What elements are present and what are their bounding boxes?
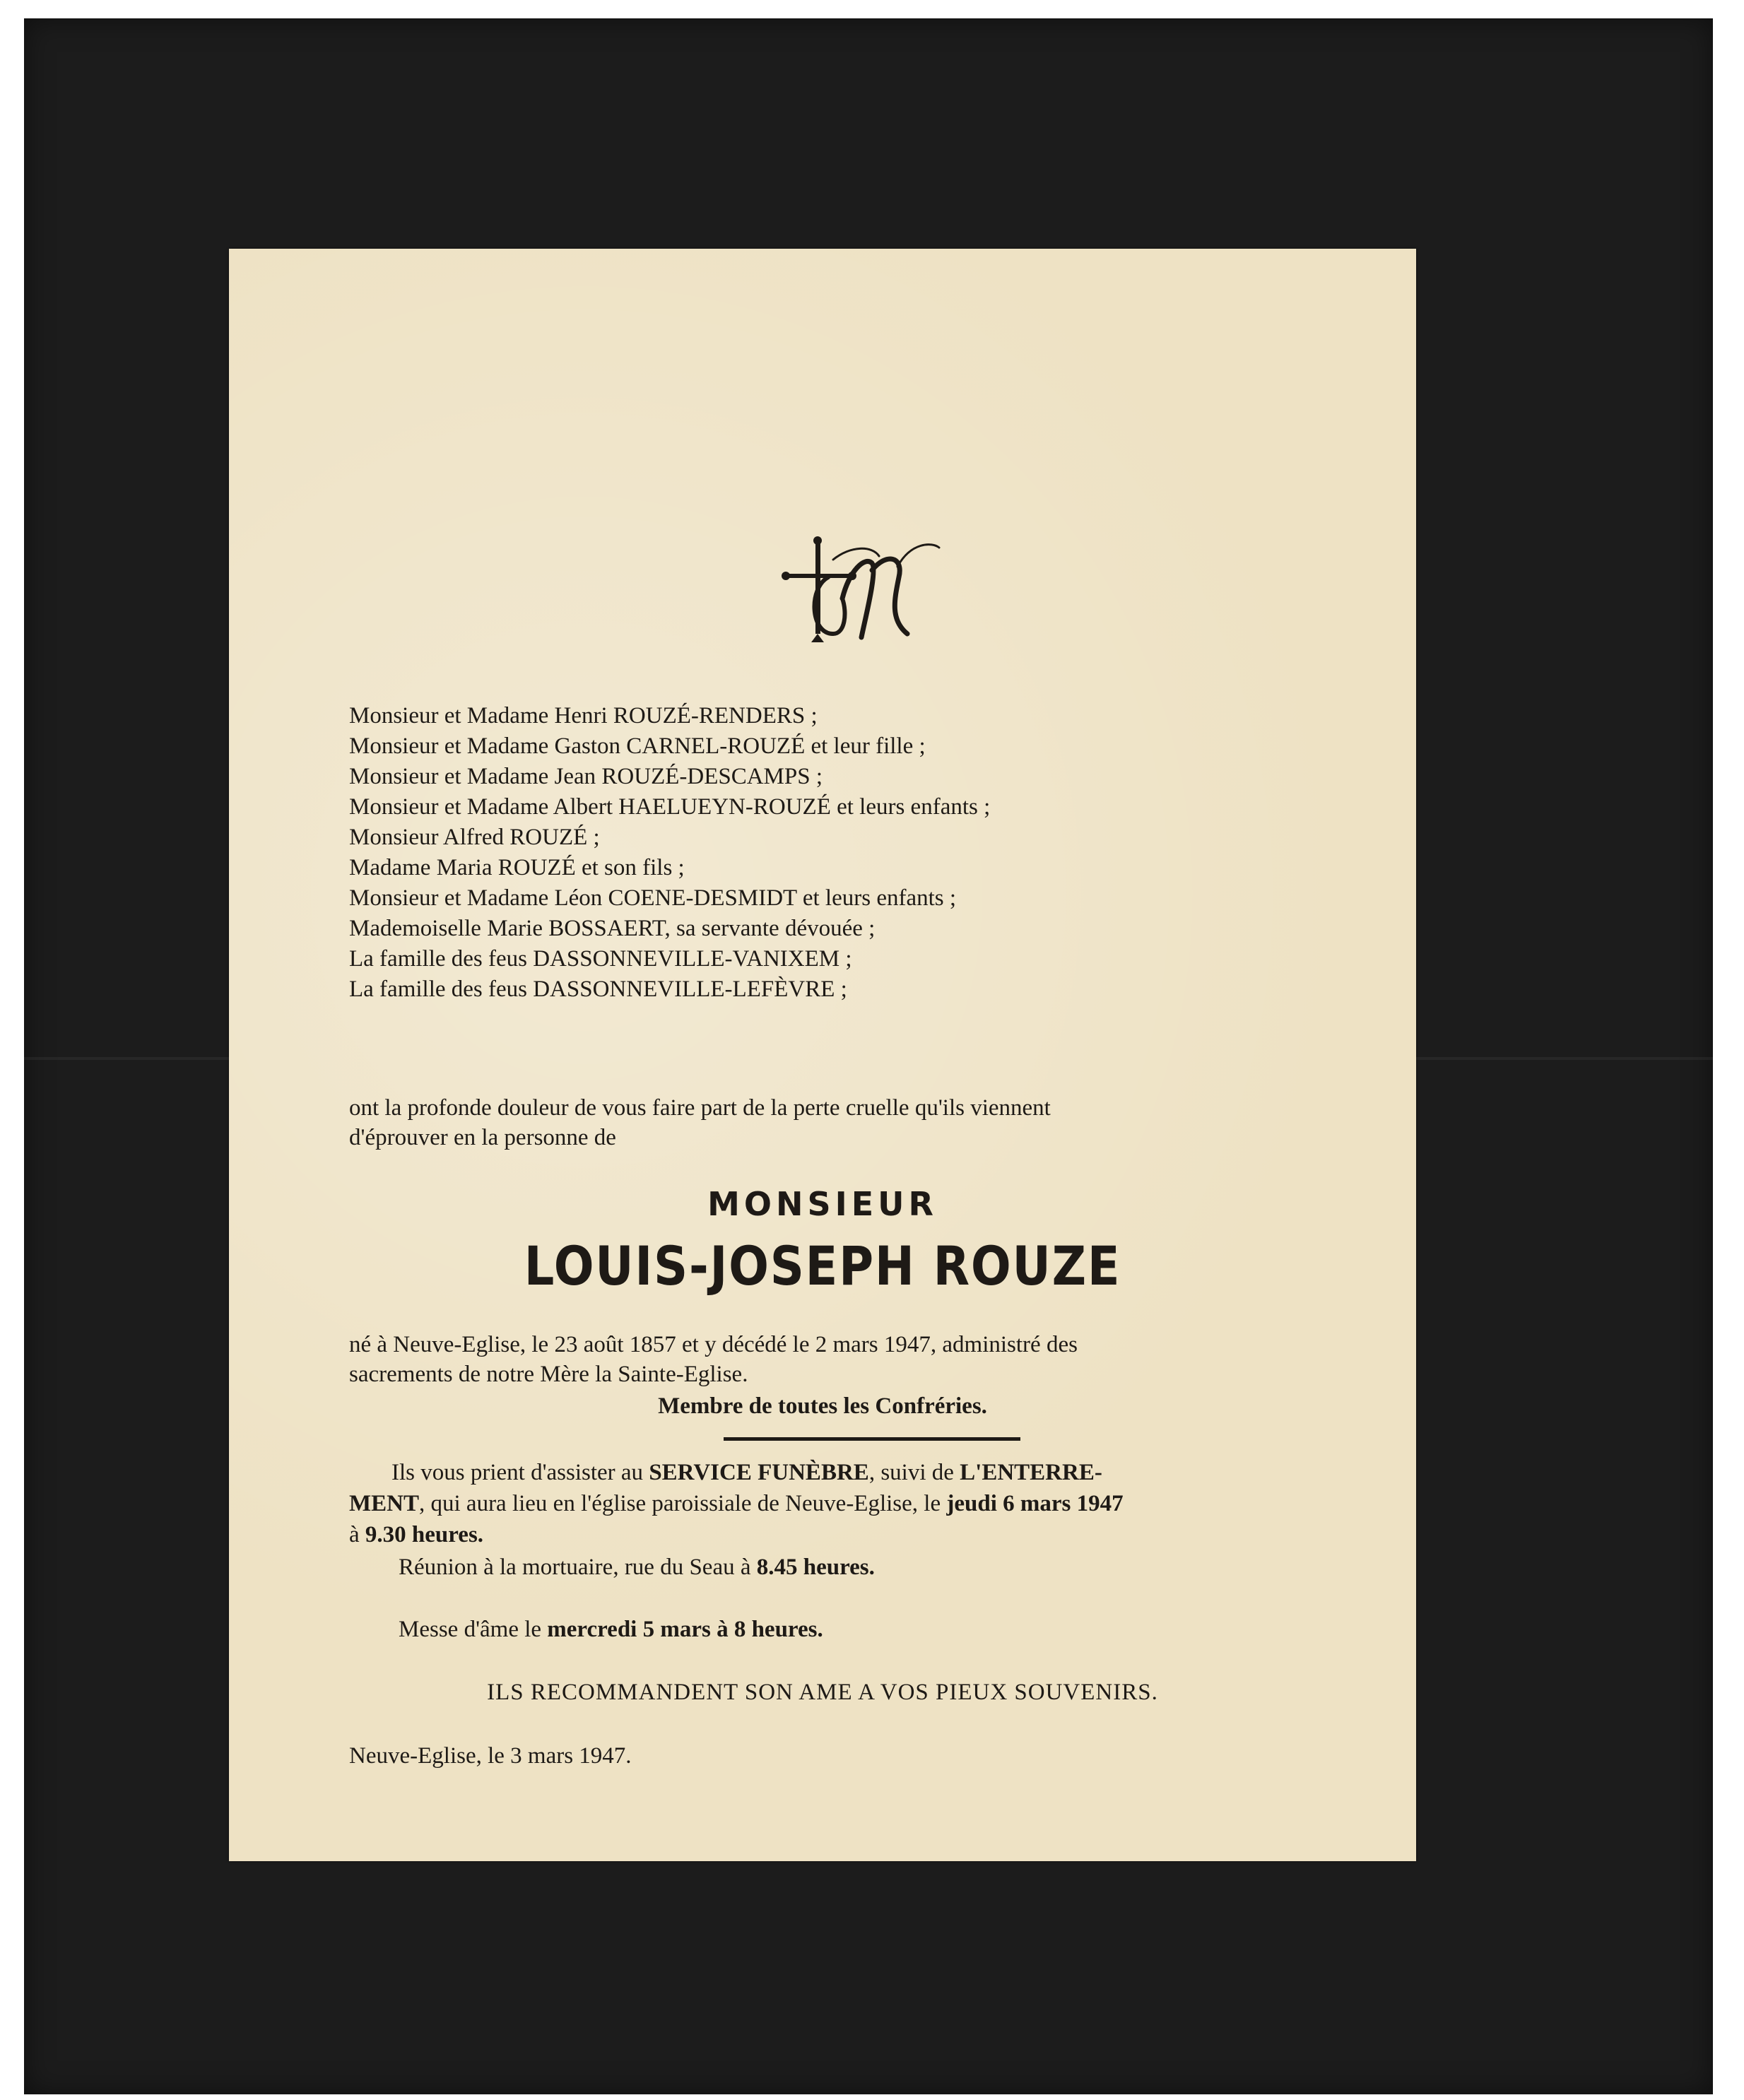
service-emphasis: MENT: [349, 1491, 419, 1516]
family-line: Monsieur et Madame Jean ROUZÉ-DESCAMPS ;: [349, 764, 823, 789]
gathering-info: [399, 1552, 1388, 1582]
details-line: né à Neuve-Eglise, le 23 août 1857 et y décédé le 2 mars 1947, administré des: [349, 1332, 1078, 1357]
mass-text: Messe d'âme le: [399, 1617, 548, 1642]
details-line: sacrements de notre Mère la Sainte-Eglise.: [349, 1362, 748, 1387]
family-line: La famille des feus DASSONNEVILLE-VANIXEM ;: [349, 946, 852, 972]
mourning-card-border: [24, 18, 1713, 2094]
family-line: Monsieur Alfred ROUZÉ ;: [349, 825, 600, 850]
family-line: Mademoiselle Marie BOSSAERT, sa servante dévouée ;: [349, 916, 876, 941]
family-line: La famille des feus DASSONNEVILLE-LEFÈVRE ;: [349, 977, 847, 1002]
gathering-text: Réunion à la mortuaire, rue du Seau à: [399, 1555, 757, 1580]
gathering-time: 8.45 heures.: [756, 1555, 875, 1580]
mass-info: [399, 1615, 1388, 1644]
death-notice-sheet: [229, 249, 1416, 1861]
service-text: Ils vous prient d'assister au: [391, 1460, 649, 1485]
service-line: [349, 1519, 1395, 1550]
service-emphasis: SERVICE FUNÈBRE: [649, 1460, 869, 1485]
divider-rule: [724, 1437, 1020, 1441]
mass-time: mercredi 5 mars à 8 heures.: [547, 1617, 823, 1642]
funeral-service-text: [349, 1457, 1395, 1550]
service-text: , suivi de: [868, 1460, 960, 1485]
announcement-text: [349, 1093, 1395, 1152]
service-time: 9.30 heures.: [365, 1522, 484, 1547]
announcement-line: d'éprouver en la personne de: [349, 1125, 616, 1150]
deceased-title: MONSIEUR: [707, 1185, 938, 1223]
service-text: , qui aura lieu en l'église paroissiale de Neuve-Eglise, le: [419, 1491, 947, 1516]
announcement-line: ont la profonde douleur de vous faire part de la perte cruelle qu'ils viennent: [349, 1095, 1051, 1121]
family-line: Monsieur et Madame Gaston CARNEL-ROUZÉ et leur fille ;: [349, 733, 926, 759]
membership-note: Membre de toutes les Confréries.: [658, 1393, 987, 1419]
birth-death-details: [349, 1330, 1395, 1389]
cross-m-monogram-icon: [766, 528, 943, 648]
service-line: [349, 1488, 1395, 1519]
family-line: Monsieur et Madame Henri ROUZÉ-RENDERS ;: [349, 703, 818, 728]
deceased-name: LOUIS-JOSEPH ROUZE: [524, 1234, 1121, 1297]
service-line: [349, 1457, 1395, 1488]
family-line: Monsieur et Madame Léon COENE-DESMIDT et leurs enfants ;: [349, 885, 957, 911]
service-date: jeudi 6 mars 1947: [946, 1491, 1124, 1516]
place-and-date: Neuve-Eglise, le 3 mars 1947.: [349, 1743, 632, 1769]
family-line: Monsieur et Madame Albert HAELUEYN-ROUZÉ et leurs enfants ;: [349, 794, 991, 820]
service-text: à: [349, 1522, 365, 1547]
closing-recommendation: ILS RECOMMANDENT SON AME A VOS PIEUX SOUVENIRS.: [487, 1680, 1158, 1705]
family-list: [349, 701, 1395, 1005]
family-line: Madame Maria ROUZÉ et son fils ;: [349, 855, 685, 880]
service-emphasis: L'ENTERRE-: [960, 1460, 1102, 1485]
